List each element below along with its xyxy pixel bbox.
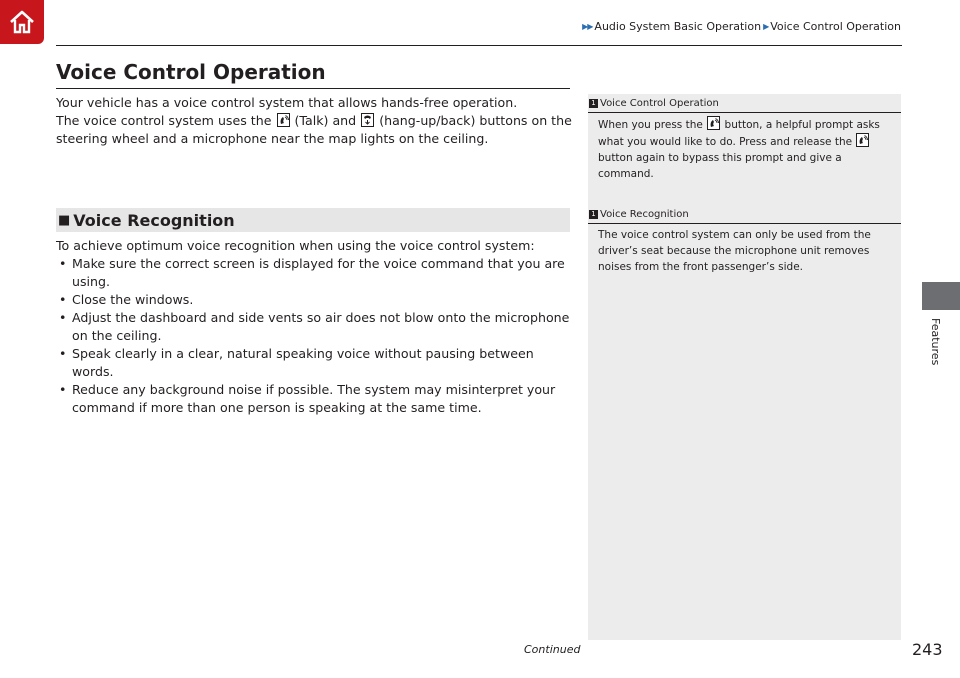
- talk-icon: [707, 116, 720, 130]
- intro-line-2: The voice control system uses the (Talk) and (hang-up/back) buttons on the steering wheel and a microphone near the map lights on the ceiling.: [56, 113, 572, 146]
- breadcrumb-arrow-icon: ▶▶: [582, 22, 593, 31]
- page-number: 243: [912, 640, 943, 659]
- note-number-badge: 1: [589, 210, 598, 219]
- chapter-tab-marker[interactable]: [922, 282, 960, 310]
- note-body-voice-recognition: The voice control system can only be used from the driver’s seat because the microphone unit removes noises from the front passenger’s side.: [598, 229, 871, 273]
- list-item: • Close the windows.: [56, 291, 572, 309]
- list-item: • Adjust the dashboard and side vents so air does not blow onto the microphone on the ceiling.: [56, 309, 572, 345]
- continued-label: Continued: [524, 643, 581, 656]
- note-body-voice-control: When you press the button, a helpful prompt asks what you would like to do. Press and release the button again to bypass this prompt and give a command.: [598, 116, 893, 182]
- breadcrumb: [580, 20, 901, 33]
- note-header-voice-recognition: [588, 206, 901, 224]
- breadcrumb-arrow-icon: ▶: [763, 22, 769, 31]
- section-lead: To achieve optimum voice recognition when using the voice control system:: [56, 238, 535, 253]
- home-button[interactable]: [0, 0, 44, 44]
- intro-paragraph: [56, 94, 572, 148]
- note-header-voice-control: [588, 95, 901, 113]
- breadcrumb-item-audio[interactable]: Audio System Basic Operation: [594, 20, 762, 33]
- talk-icon: [856, 133, 869, 147]
- sidebar-notes: [588, 94, 901, 640]
- title-divider: [56, 88, 570, 89]
- section-square-icon: ■: [58, 212, 71, 228]
- list-item: • Reduce any background noise if possible. The system may misinterpret your command if more than one person is speaking at the same time.: [56, 381, 572, 417]
- note-title: Voice Control Operation: [600, 98, 719, 109]
- page-title: Voice Control Operation: [56, 60, 326, 84]
- section-header-voice-recognition: [56, 208, 570, 232]
- note-title: Voice Recognition: [600, 209, 689, 220]
- chapter-tab-label: Features: [929, 318, 942, 366]
- talk-icon: [277, 113, 290, 127]
- recognition-tips-list: [56, 255, 572, 417]
- list-item: • Speak clearly in a clear, natural speaking voice without pausing between words.: [56, 345, 572, 381]
- header-divider: [56, 45, 902, 46]
- hang-up-back-icon: [361, 113, 374, 127]
- breadcrumb-item-voice-control[interactable]: Voice Control Operation: [770, 20, 901, 33]
- section-title: Voice Recognition: [73, 210, 235, 230]
- home-icon: [7, 7, 37, 37]
- list-item: • Make sure the correct screen is displayed for the voice command that you are using.: [56, 255, 572, 291]
- note-number-badge: 1: [589, 99, 598, 108]
- intro-line-1: Your vehicle has a voice control system that allows hands-free operation.: [56, 95, 518, 110]
